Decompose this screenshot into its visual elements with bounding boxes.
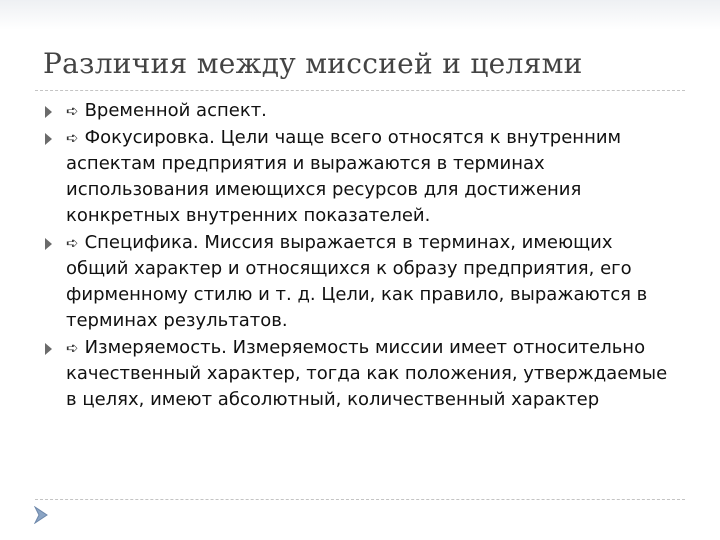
triangle-right-icon — [45, 343, 52, 355]
triangle-right-icon — [45, 133, 52, 145]
outlined-arrow-icon: ➪ — [66, 339, 79, 357]
outlined-arrow-icon: ➪ — [66, 234, 79, 252]
bullet-text-content: Измеряемость. Измеряемость миссии имеет относительно качественный характер, тогда как положения, утверждаемые в целях, имеют абсолютный, количественный характер — [66, 337, 668, 410]
bullet-text — [66, 335, 676, 413]
bullet-text — [66, 98, 676, 124]
bullet-text-content: Временной аспект. — [84, 100, 267, 121]
bullet-text — [66, 230, 676, 334]
bullet-item-specifics — [36, 230, 676, 334]
slide-top-band — [0, 0, 720, 30]
triangle-right-icon — [45, 238, 52, 250]
title-divider — [35, 90, 685, 91]
triangle-right-icon — [45, 106, 52, 118]
bullet-list — [36, 98, 676, 414]
bottom-divider — [35, 499, 685, 500]
bullet-item-focus — [36, 125, 676, 229]
bullet-text-content: Специфика. Миссия выражается в терминах, имеющих общий характер и относящихся к образу предприятия, его фирменному стилю и т. д. Цели, как правило, выражаются в терминах результатов. — [66, 232, 648, 331]
bullet-item-measurability — [36, 335, 676, 413]
bullet-item-time — [36, 98, 676, 124]
outlined-arrow-icon: ➪ — [66, 129, 79, 147]
bullet-text-content: Фокусировка. Цели чаще всего относятся к внутренним аспектам предприятия и выражаются в терминах использования имеющихся ресурсов для достижения конкретных внутренних показателей. — [66, 127, 622, 226]
chevron-right-icon[interactable] — [33, 506, 49, 524]
bullet-text — [66, 125, 676, 229]
outlined-arrow-icon: ➪ — [66, 102, 79, 120]
slide-title: Различия между миссией и целями — [43, 47, 583, 80]
